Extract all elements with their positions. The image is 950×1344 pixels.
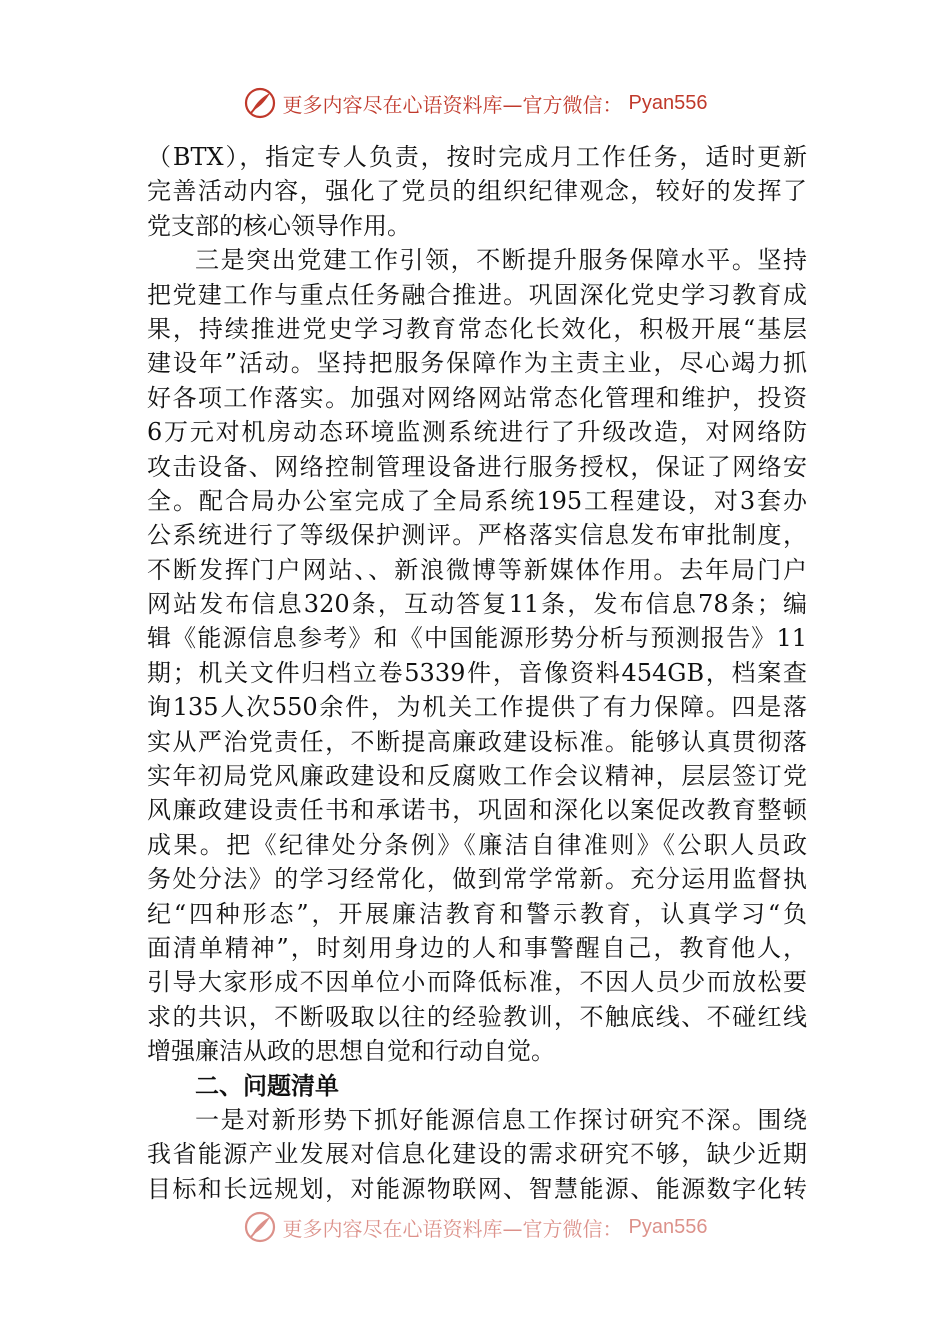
watermark-id: Pyan556 — [628, 1215, 708, 1238]
text-line: 辑《能源信息参考》和《中国能源形势分析与预测报告》11 — [147, 624, 807, 653]
text-line: 我省能源产业发展对信息化建设的需求研究不够，缺少近期 — [147, 1140, 807, 1169]
quill-pen-icon — [243, 1210, 277, 1244]
watermark-id: Pyan556 — [628, 91, 708, 114]
text-line: 建设年”活动。坚持把服务保障作为主责主业，尽心竭力抓 — [147, 349, 807, 378]
text-line: 实从严治党责任，不断提高廉政建设标准。能够认真贯彻落 — [147, 727, 807, 756]
text-line: 党支部的核心领导作用。 — [147, 211, 411, 240]
quill-pen-icon — [243, 86, 277, 120]
text-line: 好各项工作落实。加强对网络网站常态化管理和维护，投资 — [147, 383, 807, 412]
text-line: 期；机关文件归档立卷5339件，音像资料454GB，档案查 — [147, 658, 807, 687]
text-line: 纪“四种形态”，开展廉洁教育和警示教育，认真学习“负 — [147, 899, 807, 928]
text-line: 面清单精神”，时刻用身边的人和事警醒自己，教育他人， — [147, 933, 807, 962]
text-line: 引导大家形成不因单位小而降低标准，不因人员少而放松要 — [147, 968, 807, 997]
watermark-header — [0, 86, 950, 120]
text-line: 增强廉洁从政的思想自觉和行动自觉。 — [147, 1037, 555, 1066]
text-line: 成果。把《纪律处分条例》《廉洁自律准则》《公职人员政 — [147, 830, 807, 859]
text-line: 把党建工作与重点任务融合推进。巩固深化党史学习教育成 — [147, 280, 807, 309]
text-line: 网站发布信息320条，互动答复11条，发布信息78条；编 — [147, 590, 807, 619]
text-line: 不断发挥门户网站、、新浪微博等新媒体作用。去年局门户 — [147, 555, 807, 584]
text-line: 全。配合局办公室完成了全局系统195工程建设，对3套办 — [147, 486, 807, 515]
text-line: 实年初局党风廉政建设和反腐败工作会议精神，层层签订党 — [147, 762, 807, 791]
text-line: （BTX），指定专人负责，按时完成月工作任务，适时更新 — [147, 143, 807, 171]
paragraph-1 — [147, 140, 807, 243]
text-line: 攻击设备、网络控制管理设备进行服务授权，保证了网络安 — [147, 452, 807, 481]
document-body — [147, 140, 807, 1206]
text-line: 一是对新形势下抓好能源信息工作探讨研究不深。围绕 — [195, 1105, 807, 1134]
text-line: 三是突出党建工作引领，不断提升服务保障水平。坚持 — [195, 246, 807, 275]
watermark-footer — [0, 1210, 950, 1244]
text-line: 务处分法》的学习经常化，做到常学常新。充分运用监督执 — [147, 865, 807, 894]
paragraph-2 — [147, 243, 807, 1068]
watermark-text: 更多内容尽在心语资料库—官方微信： — [282, 1216, 623, 1241]
text-line: 求的共识，不断吸取以往的经验教训，不触底线、不碰红线 — [147, 1002, 807, 1031]
text-line: 询135人次550余件，为机关工作提供了有力保障。四是落 — [147, 693, 807, 722]
watermark-text: 更多内容尽在心语资料库—官方微信： — [282, 92, 623, 117]
text-line: 目标和长远规划，对能源物联网、智慧能源、能源数字化转 — [147, 1174, 807, 1203]
section-heading: 二、问题清单 — [195, 1071, 339, 1100]
text-line: 风廉政建设责任书和承诺书，巩固和深化以案促改教育整顿 — [147, 796, 807, 825]
text-line: 果，持续推进党史学习教育常态化长效化，积极开展“基层 — [147, 314, 807, 343]
text-line: 完善活动内容，强化了党员的组织纪律观念，较好的发挥了 — [147, 177, 807, 206]
text-line: 公系统进行了等级保护测评。严格落实信息发布审批制度， — [147, 521, 807, 550]
text-line: 6万元对机房动态环境监测系统进行了升级改造，对网络防 — [147, 418, 807, 447]
paragraph-3 — [147, 1103, 807, 1206]
